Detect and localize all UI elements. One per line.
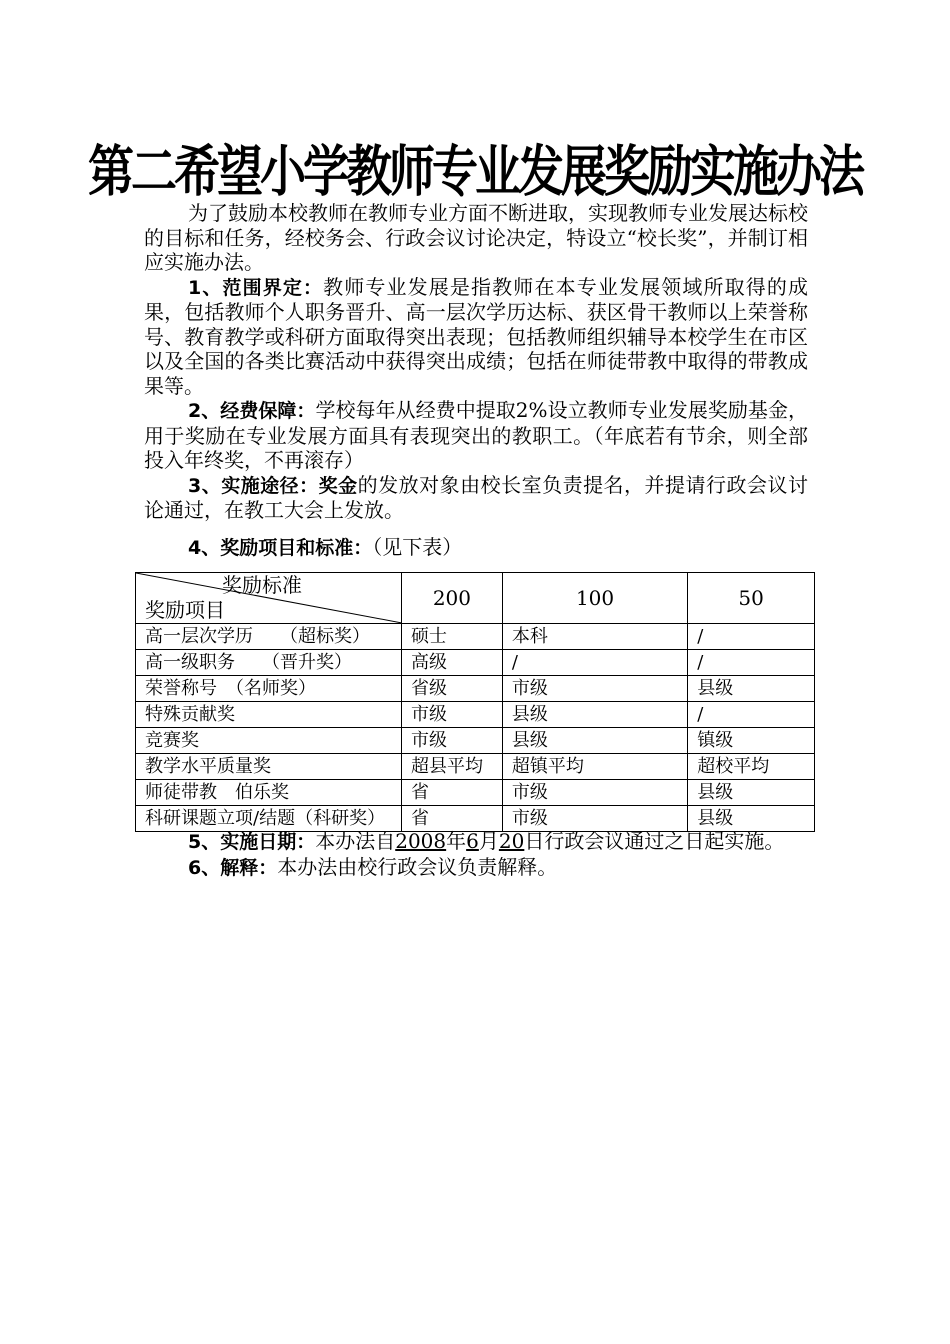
table-cell: 市级	[401, 728, 502, 754]
row-label: 科研课题立项/结题（科研奖）	[136, 806, 402, 832]
diagonal-header-cell	[136, 573, 402, 624]
section-5	[144, 829, 808, 855]
table-cell: 超校平均	[688, 754, 815, 780]
table-cell: 超县平均	[401, 754, 502, 780]
section-5-text-post: 日行政会议通过之日起实施。	[524, 829, 785, 853]
row-label: 高一级职务 （晋升奖）	[136, 650, 402, 676]
section-1	[144, 275, 808, 399]
section-3-label: 3、实施途径：	[188, 474, 319, 497]
row-label: 教学水平质量奖	[136, 754, 402, 780]
section-4-label: 4、奖励项目和标准：	[188, 537, 373, 559]
section-4-note: （见下表）	[372, 535, 463, 559]
row-label: 高一层次学历 （超标奖）	[136, 624, 402, 650]
year-unit: 年	[446, 829, 467, 853]
table-cell: 县级	[502, 702, 687, 728]
table-cell: 本科	[502, 624, 687, 650]
section-2-label: 2、经费保障：	[188, 400, 316, 422]
section-2	[144, 398, 808, 473]
table-row	[136, 780, 815, 806]
table-row	[136, 702, 815, 728]
table-cell: 高级	[401, 650, 502, 676]
effective-day: 20	[498, 829, 525, 853]
table-cell: 镇级	[688, 728, 815, 754]
table-cell: 硕士	[401, 624, 502, 650]
month-unit: 月	[478, 829, 499, 853]
table-row	[136, 650, 815, 676]
table-row	[136, 806, 815, 832]
section-2-text: 学校每年从经费中提取2%设立教师专业发展奖励基金，用于奖励在专业发展方面具有表现突出的教职工。（年底若有节余，则全部投入年终奖，不再滚存）	[144, 398, 808, 472]
table-row	[136, 754, 815, 780]
header-award-standard: 奖励标准	[222, 573, 302, 597]
section-5-text-pre: 本办法自	[315, 829, 396, 853]
row-label: 竞赛奖	[136, 728, 402, 754]
section-6	[144, 855, 808, 881]
page-title: 第二希望小学教师专业发展奖励实施办法	[88, 138, 862, 204]
table-cell: /	[688, 650, 815, 676]
awards-table	[135, 572, 815, 832]
section-4	[188, 535, 462, 560]
section-6-label: 6、解释：	[188, 856, 278, 879]
section-1-label: 1、范围界定：	[188, 276, 324, 299]
table-cell: 县级	[502, 728, 687, 754]
closing-paragraphs	[144, 829, 808, 880]
header-award-item: 奖励项目	[145, 598, 225, 622]
row-label: 师徒带教 伯乐奖	[136, 780, 402, 806]
section-5-label: 5、实施日期：	[188, 831, 316, 853]
column-header: 200	[401, 573, 502, 624]
table-row	[136, 624, 815, 650]
table-cell: /	[502, 650, 687, 676]
column-header: 100	[502, 573, 687, 624]
table-cell: /	[688, 624, 815, 650]
table-cell: 省	[401, 806, 502, 832]
table-cell: 县级	[688, 780, 815, 806]
table-row	[136, 676, 815, 702]
table-cell: /	[688, 702, 815, 728]
section-6-text: 本办法由校行政会议负责解释。	[277, 854, 558, 879]
table-header-row	[136, 573, 815, 624]
section-3-text: 的发放对象由校长室负责提名，并提请行政会议讨论通过，在教工大会上发放。	[144, 472, 808, 522]
row-label: 特殊贡献奖	[136, 702, 402, 728]
section-3	[144, 473, 808, 523]
table-cell: 省	[401, 780, 502, 806]
body-paragraphs	[144, 201, 808, 523]
effective-month: 6	[466, 829, 479, 853]
effective-year: 2008	[395, 829, 447, 853]
table-row	[136, 728, 815, 754]
table-cell: 超镇平均	[502, 754, 687, 780]
intro-paragraph: 为了鼓励本校教师在教师专业方面不断进取，实现教师专业发展达标校的目标和任务，经校务会、行政会议讨论决定，特设立“校长奖”，并制订相应实施办法。	[144, 201, 808, 274]
section-1-text: 教师专业发展是指教师在本专业发展领域所取得的成果，包括教师个人职务晋升、高一层次学历达标、获区骨干教师以上荣誉称号、教育教学或科研方面取得突出表现；包括教师组织辅导本校学生在市区以及全国的各类比赛活动中获得突出成绩；包括在师徒带教中取得的带教成果等。	[144, 274, 808, 398]
section-3-label-bonus: 奖金	[318, 474, 358, 497]
table-cell: 市级	[502, 806, 687, 832]
table-cell: 省级	[401, 676, 502, 702]
table-cell: 市级	[502, 780, 687, 806]
row-label: 荣誉称号 （名师奖）	[136, 676, 402, 702]
table-cell: 县级	[688, 806, 815, 832]
table-cell: 市级	[401, 702, 502, 728]
table-cell: 县级	[688, 676, 815, 702]
column-header: 50	[688, 573, 815, 624]
table-cell: 市级	[502, 676, 687, 702]
